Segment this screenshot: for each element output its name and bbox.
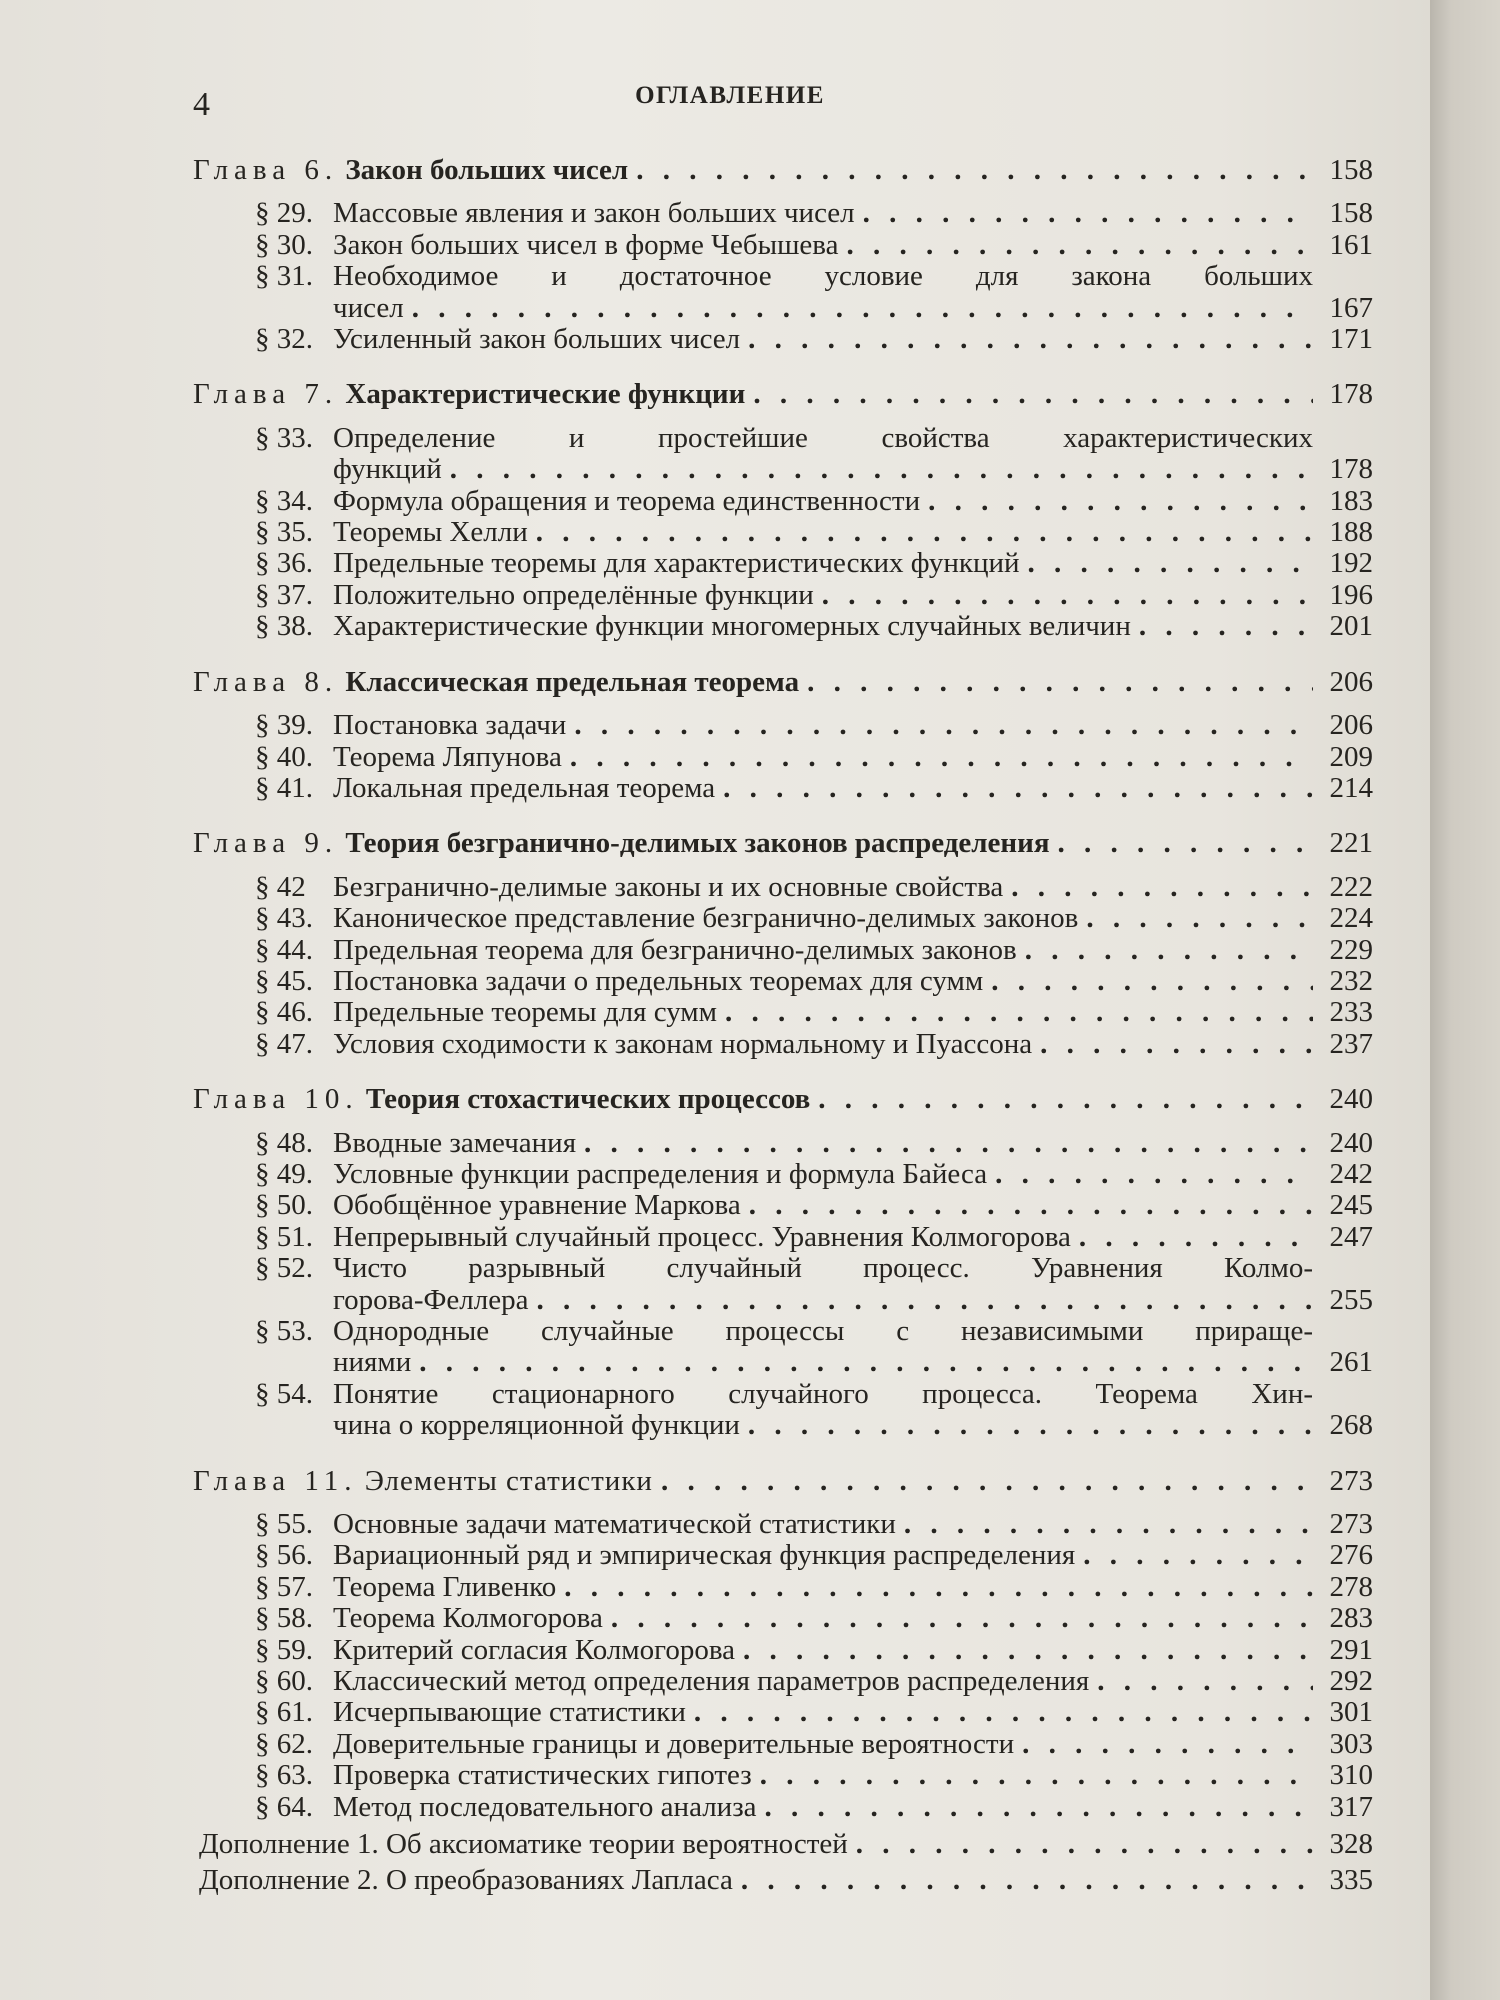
section-title: Обобщённое уравнение Маркова — [333, 1189, 741, 1222]
section-entry — [255, 1603, 1373, 1634]
dot-leader — [1058, 828, 1313, 859]
section-entry — [255, 997, 1373, 1028]
dot-leader — [904, 1509, 1313, 1540]
section-heading — [255, 580, 814, 611]
dot-leader — [1139, 611, 1313, 642]
section-list — [193, 1509, 1373, 1823]
dot-leader — [725, 997, 1313, 1028]
section-title: Доверительные границы и доверительные вероятности — [333, 1727, 1015, 1760]
dot-leader — [536, 517, 1313, 548]
section-heading — [255, 198, 855, 229]
section-heading — [255, 1540, 1075, 1571]
section-page: 237 — [1329, 1027, 1373, 1060]
dot-leader — [564, 1572, 1313, 1603]
section-number: § 47. — [255, 1027, 313, 1060]
section-entry — [255, 773, 1373, 804]
section-title-continued: функций — [333, 453, 442, 486]
dot-leader — [847, 230, 1314, 261]
section-number: § 37. — [255, 578, 313, 611]
dot-leader — [1025, 935, 1313, 966]
appendix-page: 328 — [1329, 1828, 1373, 1861]
dot-leader — [1079, 1222, 1313, 1253]
section-title: Однородные случайные процессы с независимыми прираще- — [333, 1315, 1313, 1347]
dot-leader — [1028, 548, 1313, 579]
section-heading — [255, 966, 983, 997]
section-number: § 63. — [255, 1759, 313, 1792]
chapter-name: Классическая предельная теорема — [345, 665, 800, 698]
section-heading — [255, 1729, 1014, 1760]
section-title: Условия сходимости к законам нормальному и Пуассона — [333, 1027, 1033, 1060]
dot-leader — [570, 742, 1313, 773]
section-number: § 56. — [255, 1539, 313, 1572]
section-entry — [255, 742, 1373, 773]
dot-leader — [1040, 1029, 1313, 1060]
dot-leader — [807, 667, 1313, 698]
section-title: Теорема Ляпунова — [333, 740, 562, 773]
section-heading — [255, 742, 562, 773]
section-number: § 62. — [255, 1727, 313, 1760]
section-heading — [255, 1697, 686, 1728]
dot-leader — [991, 966, 1313, 997]
section-page: 255 — [1329, 1283, 1373, 1316]
section-number: § 57. — [255, 1570, 313, 1603]
section-page: 310 — [1329, 1759, 1373, 1792]
section-heading — [255, 1190, 741, 1221]
section-line-1 — [255, 1379, 1373, 1410]
section-page: 209 — [1329, 740, 1373, 773]
dot-leader — [760, 1760, 1313, 1791]
section-page: 273 — [1329, 1508, 1373, 1541]
section-line-2 — [255, 1285, 1373, 1316]
section-entry — [255, 1635, 1373, 1666]
section-number: § 64. — [255, 1790, 313, 1823]
section-title: Усиленный закон больших чисел — [333, 323, 741, 356]
section-page: 303 — [1329, 1727, 1373, 1760]
chapter-title — [193, 155, 628, 186]
section-page: 224 — [1329, 902, 1373, 935]
dot-leader — [749, 1190, 1313, 1221]
section-heading — [255, 1666, 1089, 1697]
dot-leader — [584, 1128, 1313, 1159]
chapter-name: Характеристические функции — [345, 378, 746, 411]
section-page: 268 — [1329, 1409, 1373, 1442]
dot-leader — [574, 710, 1313, 741]
dot-leader — [743, 1635, 1313, 1666]
dot-leader — [822, 580, 1313, 611]
section-heading — [255, 1128, 576, 1159]
chapter-label: Глава 10. — [193, 1083, 359, 1116]
section-entry — [255, 548, 1373, 579]
section-title-continued: чина о корреляционной функции — [333, 1409, 740, 1442]
section-heading — [255, 1760, 752, 1791]
dot-leader — [636, 155, 1313, 186]
chapter-block — [193, 667, 1373, 805]
chapter-name: Теория безгранично-делимых законов распределения — [345, 827, 1050, 860]
dot-leader — [412, 293, 1313, 324]
section-entry — [255, 1190, 1373, 1221]
section-page: 206 — [1329, 709, 1373, 742]
section-title: Понятие стационарного случайного процесса. Теорема Хин- — [333, 1377, 1313, 1410]
section-title: Чисто разрывный случайный процесс. Уравнения Колмо- — [333, 1252, 1313, 1285]
section-title: Непрерывный случайный процесс. Уравнения Колмогорова — [333, 1220, 1071, 1253]
appendix-page: 335 — [1329, 1863, 1373, 1896]
section-entry — [255, 261, 1373, 324]
section-number: § 31. — [255, 260, 313, 293]
section-title: Вводные замечания — [333, 1126, 577, 1159]
section-page: 317 — [1329, 1790, 1373, 1823]
section-entry — [255, 1253, 1373, 1316]
section-heading — [255, 1635, 735, 1666]
section-entry — [255, 1792, 1373, 1823]
chapter-title — [193, 1084, 810, 1115]
dot-leader — [1011, 872, 1313, 903]
section-page: 158 — [1329, 197, 1373, 230]
section-heading — [255, 1029, 1032, 1060]
section-title: Предельная теорема для безгранично-делимых законов — [333, 933, 1017, 966]
chapter-page: 158 — [1329, 154, 1373, 186]
dot-leader — [748, 324, 1313, 355]
section-line-2 — [255, 1410, 1373, 1441]
dot-leader — [536, 1285, 1313, 1316]
section-heading — [255, 773, 715, 804]
dot-leader — [995, 1159, 1313, 1190]
section-heading — [255, 1572, 556, 1603]
section-heading — [255, 324, 740, 355]
section-number: § 58. — [255, 1602, 313, 1635]
section-number: § 61. — [255, 1696, 313, 1729]
chapter-title — [193, 667, 799, 698]
chapter-title — [193, 1466, 653, 1497]
section-page: 167 — [1329, 291, 1373, 324]
section-title: Предельные теоремы для сумм — [333, 996, 718, 1029]
section-number: § 46. — [255, 996, 313, 1029]
chapter-page: 206 — [1329, 665, 1373, 698]
section-page: 291 — [1329, 1633, 1373, 1666]
section-line-1 — [255, 423, 1373, 454]
section-number: § 60. — [255, 1665, 313, 1698]
section-title: Классический метод определения параметров распределения — [333, 1665, 1090, 1698]
section-number: § 42 — [255, 870, 306, 903]
section-heading — [255, 1222, 1071, 1253]
section-page: 183 — [1329, 484, 1373, 517]
section-list — [193, 423, 1373, 643]
section-title: Постановка задачи — [333, 709, 567, 742]
section-entry — [255, 611, 1373, 642]
dot-leader — [661, 1466, 1313, 1497]
section-line-1 — [255, 1316, 1373, 1347]
section-page: 261 — [1329, 1346, 1373, 1379]
section-entry — [255, 903, 1373, 934]
dot-leader — [741, 1865, 1313, 1896]
running-title: ОГЛАВЛЕНИЕ — [635, 82, 825, 109]
chapter-block — [193, 828, 1373, 1060]
section-entry — [255, 1128, 1373, 1159]
section-page: 292 — [1329, 1665, 1373, 1698]
section-number: § 29. — [255, 197, 313, 230]
section-title: Исчерпывающие статистики — [333, 1696, 686, 1729]
section-entry — [255, 1572, 1373, 1603]
section-heading — [255, 1792, 757, 1823]
section-page: 278 — [1329, 1570, 1373, 1603]
section-number: § 49. — [255, 1157, 313, 1190]
section-title: Теоремы Хелли — [333, 516, 528, 549]
section-entry — [255, 324, 1373, 355]
section-entry — [255, 1029, 1373, 1060]
dot-leader — [863, 198, 1313, 229]
section-title: Критерий согласия Колмогорова — [333, 1633, 736, 1666]
section-page: 178 — [1329, 453, 1373, 486]
chapter-title — [193, 379, 745, 410]
section-number: § 59. — [255, 1633, 313, 1666]
section-heading — [255, 903, 1078, 934]
appendix-title: Дополнение 1. Об аксиоматике теории вероятностей — [199, 1828, 848, 1861]
chapter-label: Глава 9. — [193, 827, 339, 860]
section-number: § 35. — [255, 516, 313, 549]
section-title: Формула обращения и теорема единственности — [333, 484, 921, 517]
section-entry — [255, 1540, 1373, 1571]
chapter-block — [193, 1084, 1373, 1441]
section-number: § 45. — [255, 964, 313, 997]
dot-leader — [1083, 1540, 1313, 1571]
chapter-heading — [193, 1084, 1373, 1115]
dot-leader — [765, 1792, 1313, 1823]
section-entry — [255, 486, 1373, 517]
section-number: § 41. — [255, 771, 313, 804]
chapter-label: Глава 6. — [193, 154, 339, 186]
chapter-block — [193, 155, 1373, 355]
dot-leader — [1022, 1729, 1313, 1760]
section-title: Основные задачи математической статистики — [333, 1508, 896, 1541]
section-entry — [255, 517, 1373, 548]
section-title: Постановка задачи о предельных теоремах для сумм — [333, 964, 984, 997]
chapter-name: Теория стохастических процессов — [365, 1083, 811, 1116]
section-page: 201 — [1329, 610, 1373, 643]
section-title: Каноническое представление безгранично-делимых законов — [333, 902, 1079, 935]
section-entry — [255, 1316, 1373, 1379]
appendix-title: Дополнение 2. О преобразованиях Лапласа — [199, 1863, 733, 1896]
page-header — [0, 78, 1430, 123]
section-entry — [255, 1697, 1373, 1728]
dot-leader — [694, 1697, 1313, 1728]
section-entry — [255, 1509, 1373, 1540]
chapter-heading — [193, 1466, 1373, 1497]
dot-leader — [748, 1410, 1313, 1441]
dot-leader — [611, 1603, 1313, 1634]
section-page: 283 — [1329, 1602, 1373, 1635]
section-page: 247 — [1329, 1220, 1373, 1253]
section-title: Условные функции распределения и формула Байеса — [333, 1157, 988, 1190]
section-list — [193, 1128, 1373, 1442]
section-number: § 51. — [255, 1220, 313, 1253]
section-title-continued: ниями — [333, 1346, 412, 1379]
section-number: § 50. — [255, 1189, 313, 1222]
chapter-name: Закон больших чисел — [345, 154, 629, 186]
section-heading — [255, 997, 717, 1028]
section-heading — [255, 935, 1017, 966]
section-entry — [255, 1760, 1373, 1791]
section-title: Теорема Гливенко — [333, 1570, 557, 1603]
section-entry — [255, 1222, 1373, 1253]
chapter-heading — [193, 155, 1373, 186]
section-number: § 33. — [255, 421, 313, 454]
section-title: Вариационный ряд и эмпирическая функция распределения — [333, 1539, 1076, 1572]
section-line-2 — [255, 293, 1373, 324]
section-heading — [255, 611, 1131, 642]
dot-leader — [1086, 903, 1313, 934]
section-heading — [255, 710, 566, 741]
section-entry — [255, 1666, 1373, 1697]
section-title: Предельные теоремы для характеристических функций — [333, 547, 1020, 580]
section-title: Необходимое и достаточное условие для закона больших — [333, 260, 1313, 293]
section-list — [193, 198, 1373, 355]
section-page: 276 — [1329, 1539, 1373, 1572]
section-entry — [255, 230, 1373, 261]
section-heading — [255, 486, 920, 517]
section-heading — [255, 548, 1020, 579]
section-title: Проверка статистических гипотез — [333, 1759, 752, 1792]
dot-leader — [818, 1084, 1313, 1115]
section-number: § 52. — [255, 1252, 313, 1285]
section-title: Безгранично-делимые законы и их основные свойства — [333, 870, 1004, 903]
chapter-page: 178 — [1329, 378, 1373, 411]
section-title: Локальная предельная теорема — [333, 771, 716, 804]
chapter-name: Элементы статистики — [364, 1464, 653, 1497]
section-heading — [255, 1603, 603, 1634]
section-entry — [255, 935, 1373, 966]
section-entry — [255, 423, 1373, 486]
section-title: Определение и простейшие свойства характеристических — [333, 421, 1313, 454]
section-title: Теорема Колмогорова — [333, 1602, 603, 1635]
section-number: § 39. — [255, 709, 313, 742]
section-entry — [255, 1729, 1373, 1760]
dot-leader — [1097, 1666, 1313, 1697]
section-page: 240 — [1329, 1126, 1373, 1159]
section-title: Характеристические функции многомерных случайных величин — [333, 610, 1131, 643]
chapter-label: Глава 8. — [193, 665, 339, 698]
chapter-page: 240 — [1329, 1083, 1373, 1116]
section-heading — [255, 872, 1003, 903]
chapter-title — [193, 828, 1050, 859]
section-number: § 30. — [255, 228, 313, 261]
section-line-2 — [255, 1347, 1373, 1378]
section-list — [193, 710, 1373, 804]
dot-leader — [419, 1347, 1313, 1378]
chapter-page: 221 — [1329, 827, 1373, 860]
appendix-list — [193, 1829, 1373, 1896]
section-heading — [255, 230, 839, 261]
dot-leader — [450, 454, 1313, 485]
section-number: § 48. — [255, 1126, 313, 1159]
dot-leader — [856, 1829, 1313, 1860]
section-page: 196 — [1329, 578, 1373, 611]
page-number: 4 — [193, 86, 210, 123]
section-heading — [255, 1509, 896, 1540]
section-title: Метод последовательного анализа — [333, 1790, 757, 1823]
section-page: 222 — [1329, 870, 1373, 903]
section-list — [193, 872, 1373, 1060]
section-entry — [255, 1159, 1373, 1190]
chapter-block — [193, 1466, 1373, 1823]
section-number: § 38. — [255, 610, 313, 643]
chapter-page: 273 — [1329, 1464, 1373, 1497]
section-title: Положительно определённые функции — [333, 578, 814, 611]
section-number: § 32. — [255, 323, 313, 356]
section-entry — [255, 966, 1373, 997]
chapter-label: Глава 7. — [193, 378, 339, 411]
dot-leader — [753, 379, 1313, 410]
dot-leader — [723, 773, 1313, 804]
section-title-continued: чисел — [333, 291, 404, 324]
section-entry — [255, 198, 1373, 229]
section-page: 188 — [1329, 516, 1373, 549]
section-page: 229 — [1329, 933, 1373, 966]
section-page: 171 — [1329, 323, 1373, 356]
section-title-continued: горова-Феллера — [333, 1283, 529, 1316]
section-number: § 43. — [255, 902, 313, 935]
section-line-1 — [255, 261, 1373, 292]
table-of-contents — [193, 155, 1373, 1896]
section-page: 232 — [1329, 964, 1373, 997]
appendix-entry — [193, 1865, 1373, 1896]
section-number: § 36. — [255, 547, 313, 580]
section-number: § 34. — [255, 484, 313, 517]
section-heading — [255, 517, 528, 548]
section-entry — [255, 872, 1373, 903]
section-page: 214 — [1329, 771, 1373, 804]
section-title: Закон больших чисел в форме Чебышева — [333, 228, 839, 261]
section-page: 192 — [1329, 547, 1373, 580]
section-line-1 — [255, 1253, 1373, 1284]
next-page-edge — [1430, 0, 1500, 2000]
section-page: 301 — [1329, 1696, 1373, 1729]
dot-leader — [928, 486, 1313, 517]
section-entry — [255, 1379, 1373, 1442]
section-number: § 44. — [255, 933, 313, 966]
chapter-heading — [193, 379, 1373, 410]
section-line-2 — [255, 454, 1373, 485]
chapter-heading — [193, 667, 1373, 698]
section-number: § 40. — [255, 740, 313, 773]
section-number: § 54. — [255, 1377, 313, 1410]
section-page: 245 — [1329, 1189, 1373, 1222]
section-entry — [255, 710, 1373, 741]
section-page: 242 — [1329, 1157, 1373, 1190]
section-page: 233 — [1329, 996, 1373, 1029]
section-entry — [255, 580, 1373, 611]
chapter-label: Глава 11. — [193, 1464, 358, 1497]
section-heading — [255, 1159, 987, 1190]
section-number: § 53. — [255, 1315, 313, 1347]
chapter-block — [193, 379, 1373, 642]
section-page: 161 — [1329, 228, 1373, 261]
section-title: Массовые явления и закон больших чисел — [333, 197, 855, 230]
appendix-entry — [193, 1829, 1373, 1860]
chapter-heading — [193, 828, 1373, 859]
section-number: § 55. — [255, 1508, 313, 1541]
